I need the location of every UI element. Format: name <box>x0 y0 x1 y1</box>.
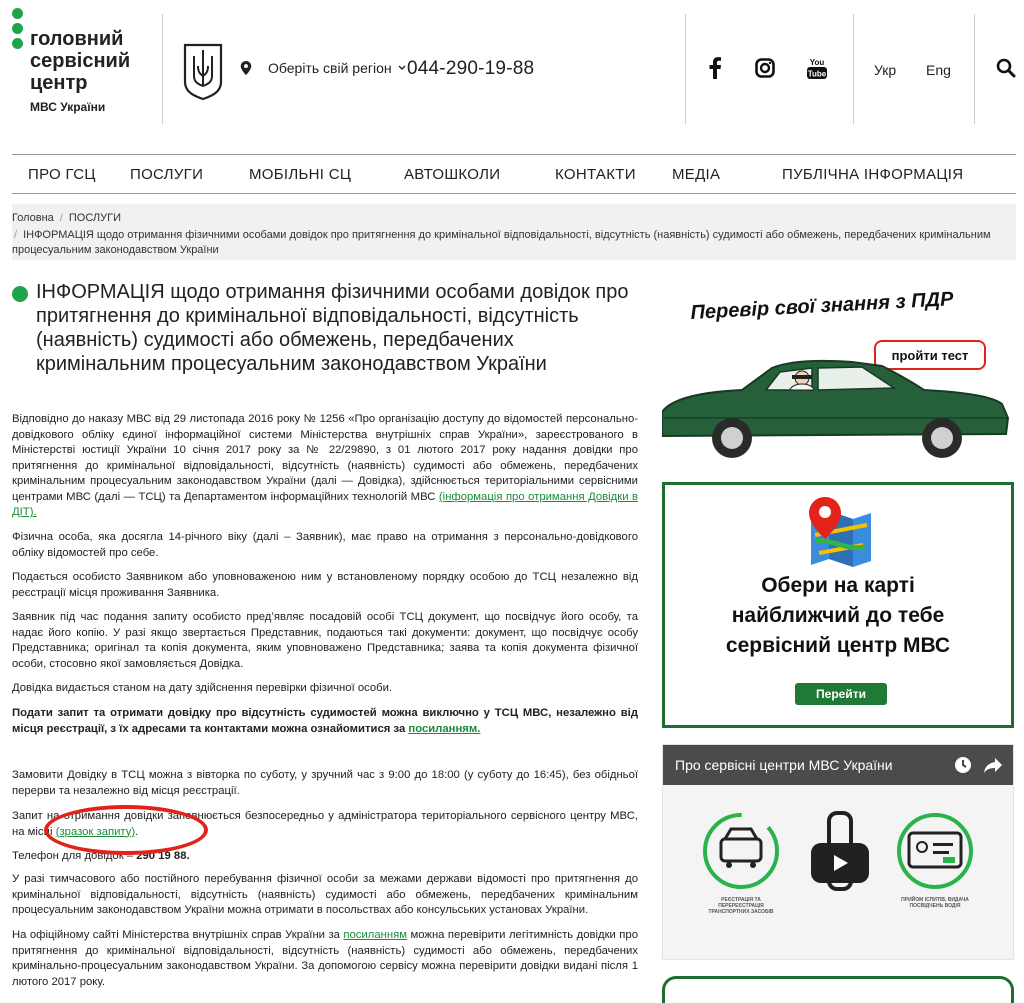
article-paragraph-5: Довідка видається станом на дату здійснення перевірки фізичної особи. <box>12 682 393 694</box>
video-caption-right: ПРИЙОМ ІСПИТІВ, ВИДАЧА ПОСВІДЧЕНЬ ВОДІЯ <box>901 897 969 909</box>
region-selector[interactable] <box>240 60 406 76</box>
play-icon <box>831 854 849 872</box>
header-divider <box>685 14 686 124</box>
video-title-bar <box>663 745 1014 785</box>
paragraph-text: Подати запит та отримати довідку про відсутність судимостей можна виключно у ТСЦ МВС, незалежно від місця реєстрації, з їх адресами та контактами можна ознайомитися за <box>12 707 638 735</box>
pdr-banner-title: Перевір свої знання з ПДР <box>690 288 954 324</box>
article-paragraph-7: Замовити Довідку в ТСЦ можна з вівторка по суботу, у зручний час з 9:00 до 18:00 (у суботу до 16:45), без обідньої перерви та незалежно від місця реєстрації. <box>12 769 638 797</box>
facebook-icon[interactable] <box>703 56 727 80</box>
header-divider <box>853 14 854 124</box>
red-circle-annotation <box>44 805 208 855</box>
article-paragraph-1 <box>12 412 638 521</box>
nav-item-public-info[interactable]: ПУБЛІЧНА ІНФОРМАЦІЯ <box>782 166 964 183</box>
video-thumbnail <box>663 785 1014 960</box>
main-nav <box>12 154 1016 194</box>
logo-text <box>30 28 130 94</box>
breadcrumb-current-wrap: / ІНФОРМАЦІЯ щодо отримання фізичними особами довідок про притягнення до кримінальної відповідальності, відсутність (наявність) судимості або обмежень, передбачених кримінальним процесуальним законодавством України <box>12 229 991 256</box>
logo-line-3: центр <box>30 72 88 94</box>
nav-item-driving-schools[interactable]: АВТОШКОЛИ <box>404 166 501 183</box>
breadcrumb <box>12 204 1016 260</box>
map-pin-icon <box>805 495 877 567</box>
request-sample-link[interactable]: (зразок запиту) <box>55 825 136 838</box>
watch-later-icon[interactable] <box>953 755 973 775</box>
header-divider <box>162 14 163 124</box>
logo-line-2: сервісний <box>30 50 131 72</box>
svg-text:Tube: Tube <box>807 69 827 79</box>
play-button[interactable] <box>811 843 869 883</box>
site-logo[interactable] <box>12 8 162 118</box>
trident-coat-of-arms-icon <box>182 42 224 100</box>
site-header <box>0 0 1024 140</box>
paragraph-text: На офіційному сайті Міністерства внутрішніх справ України за <box>12 929 340 941</box>
logo-dots-icon <box>12 8 26 53</box>
chevron-down-icon <box>398 65 406 71</box>
nav-item-mobile-centers[interactable]: МОБІЛЬНІ СЦ <box>249 166 352 183</box>
lang-en-link[interactable]: Eng <box>926 62 951 78</box>
map-banner-text <box>665 571 1011 661</box>
breadcrumb-current: ІНФОРМАЦІЯ щодо отримання фізичними особами довідок про притягнення до кримінальної відповідальності, відсутність (наявність) судимості або обмежень, передбачених кримінальним процесуальним законодавством України <box>12 229 991 256</box>
youtube-icon[interactable] <box>805 56 829 80</box>
breadcrumb-services[interactable]: ПОСЛУГИ <box>68 212 121 224</box>
lang-uk-link[interactable]: Укр <box>874 62 897 78</box>
article-paragraph-10: У разі тимчасового або постійного перебування фізичної особи за межами держави відомості про притягнення до кримінальної відповідальності, відсутність (наявність) судимості або обмежень, передбачених кримінальним процесуальним законодавством України можна отримати в посольствах або консульських установах України. <box>12 873 638 916</box>
tsc-list-link[interactable]: посиланням. <box>408 722 481 735</box>
dit-info-link[interactable]: (інформація про отримання Довідки в ДІТ). <box>12 490 639 518</box>
logo-subtitle: МВС України <box>30 100 106 114</box>
header-phone[interactable]: 044-290-19-88 <box>407 58 535 79</box>
nav-item-services[interactable]: ПОСЛУГИ <box>130 166 204 183</box>
paragraph-text: Відповідно до наказу МВС від 29 листопада 2016 року № 1256 «Про організацію доступу до відомостей персонально-довідкового обліку єдиної інформаційної системи Міністерства внутрішніх справ України», зареєстрованого в Міністерстві юстиції України 10 січня 2017 року за № 22/29890, з 01 лютого 2017 року надання довідки про притягнення до кримінальної відповідальності, відсутність (наявність) судимості або обмежень, передбачених кримінальним процесуальним законодавством України (далі — Довідка), здійснюється територіальними сервісними центрами МВС (далі — ТСЦ) та Департаментом інформаційних технологій МВС <box>12 413 638 503</box>
map-banner-line-1: Обери на карті <box>761 574 915 597</box>
search-icon[interactable] <box>996 58 1016 78</box>
phone-value: 290 19 88. <box>136 850 190 862</box>
phone-label: Телефон для довідок – <box>12 850 134 862</box>
share-icon[interactable] <box>983 755 1003 775</box>
article-paragraph-3: Подається особисто Заявником або уповноваженою ним у встановленому порядку особою до ТСЦ незалежно від реєстрації місця проживання Заявника. <box>12 571 638 599</box>
nav-item-media[interactable]: МЕДІА <box>672 166 721 183</box>
go-button[interactable]: Перейти <box>795 683 887 705</box>
nav-item-about[interactable]: ПРО ГСЦ <box>28 166 96 183</box>
breadcrumb-path: Головна / ПОСЛУГИ <box>12 212 121 224</box>
paragraph-text: Запит на отримання довідки заповнюється безпосередньо у адміністратора територіального сервісного центру МВС, на місці <box>12 810 638 838</box>
region-label: Оберіть свій регіон <box>268 60 392 76</box>
article-paragraph-11 <box>12 928 638 990</box>
header-divider <box>974 14 975 124</box>
take-test-button[interactable]: пройти тест <box>874 340 986 370</box>
video-embed[interactable] <box>662 744 1014 960</box>
nav-item-contacts[interactable]: КОНТАКТИ <box>555 166 636 183</box>
breadcrumb-home[interactable]: Головна <box>12 212 54 224</box>
map-banner-line-3: сервісний центр МВС <box>725 634 951 657</box>
logo-line-1: головний <box>30 28 124 50</box>
paragraph-text: . <box>135 825 139 838</box>
page-title: ІНФОРМАЦІЯ щодо отримання фізичними особами довідок про притягнення до кримінальної відповідальності, відсутність (наявність) судимості або обмежень, передбачених кримінальним процесуальним законодавством України <box>36 281 629 375</box>
verify-link[interactable]: посиланням <box>343 929 407 941</box>
svg-text:You: You <box>809 58 825 67</box>
pdr-test-banner[interactable] <box>662 290 1014 466</box>
sidebar-partial-banner[interactable] <box>662 976 1014 1003</box>
article-paragraph-6 <box>12 706 638 737</box>
article-paragraph-2: Фізична особа, яка досягла 14-річного віку (далі – Заявник), має право на отримання з персонально-довідкового обліку відомостей про себе. <box>12 531 638 559</box>
article-paragraph-4: Заявник під час подання запиту особисто пред’являє посадовій особі ТСЦ документ, що посвідчує його особу, та надає його копію. У разі якщо звертається Представник, подаються такі документи: документ, що посвідчує особу Представника; оригінал та копія документа, яким уповноважено Представника; заява та копія документа фізичної особи, стосовно якої замовляється Довідка. <box>12 611 638 670</box>
car-illustration-icon <box>662 358 1014 468</box>
service-map-banner[interactable] <box>662 482 1014 728</box>
video-title[interactable]: Про сервісні центри МВС України <box>675 757 893 773</box>
map-banner-line-2: найближчий до тебе <box>731 604 945 627</box>
location-pin-icon <box>240 61 252 75</box>
paragraph-text: можна перевірити легітимність довідки про притягнення до кримінальної відповідальності, відсутність (наявність) судимості або обмежень, передбачених кримінально-процесуальним законодавством України. За допомогою сервісу можна перевірити довідки видані після 1 лютого 2017 року. <box>12 929 638 988</box>
video-caption-left: РЕЄСТРАЦІЯ ТА ПЕРЕРЕЄСТРАЦІЯ ТРАНСПОРТНИХ ЗАСОБІВ <box>708 897 774 915</box>
title-bullet-icon <box>12 286 28 302</box>
instagram-icon[interactable] <box>753 56 777 80</box>
